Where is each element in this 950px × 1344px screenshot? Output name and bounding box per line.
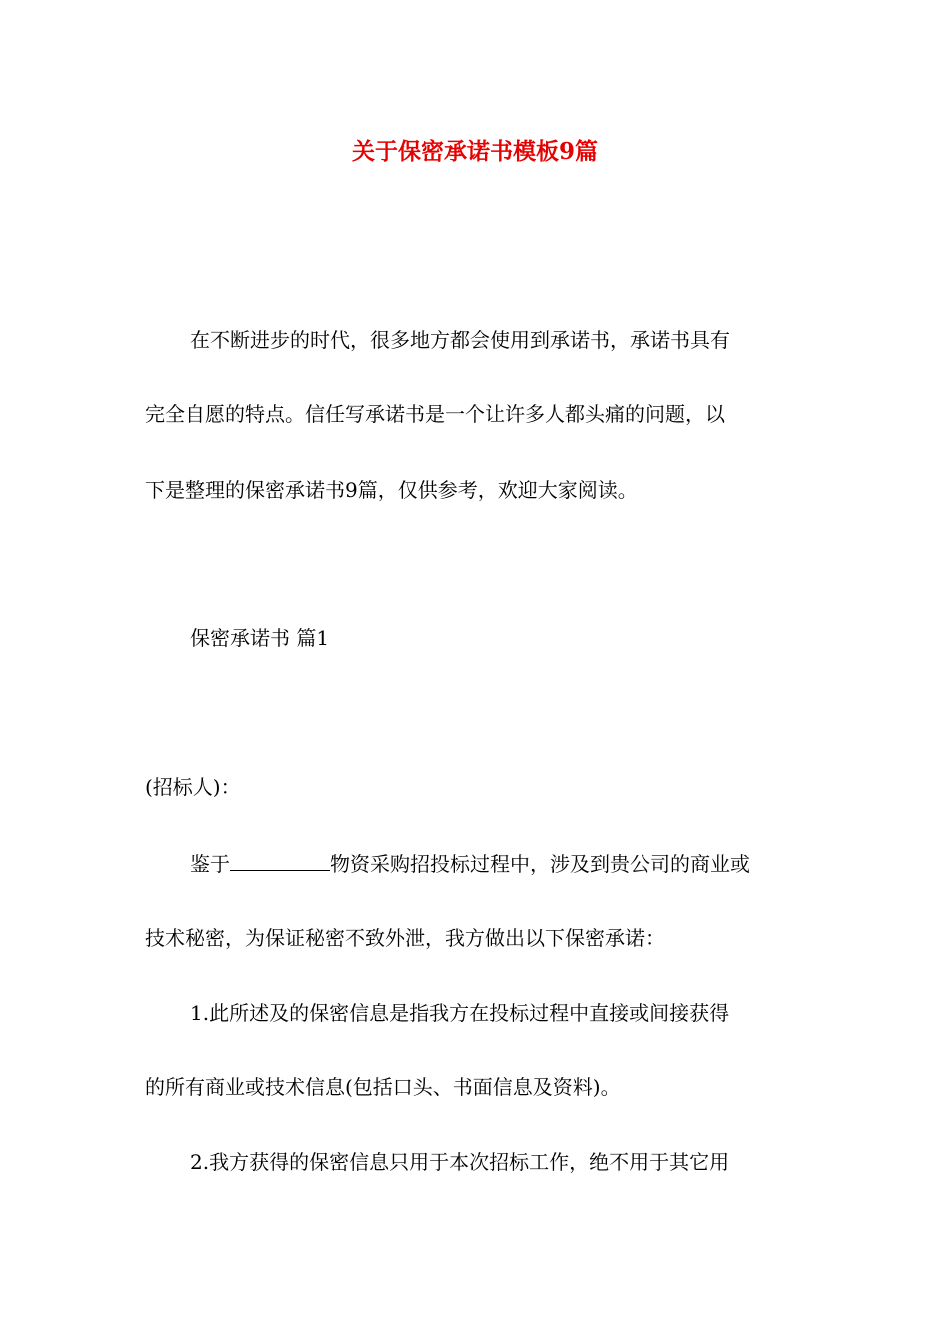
para1-line-1 [190,850,750,878]
item1-line-1: 1.此所述及的保密信息是指我方在投标过程中直接或间接获得 [190,1001,730,1025]
para1-line-2: 技术秘密，为保证秘密不致外泄，我方做出以下保密承诺： [145,926,665,950]
intro-line-1: 在不断进步的时代，很多地方都会使用到承诺书，承诺书具有 [190,328,730,352]
para1-prefix: 鉴于 [190,852,230,876]
item2-line-1: 2.我方获得的保密信息只用于本次招标工作，绝不用于其它用 [190,1150,730,1174]
fill-in-blank [230,852,330,871]
document-title: 关于保密承诺书模板9篇 [351,138,598,165]
addressee-line: (招标人)： [145,775,241,799]
para1-suffix: 物资采购招投标过程中，涉及到贵公司的商业或 [330,852,750,876]
intro-line-2: 完全自愿的特点。信任写承诺书是一个让许多人都头痛的问题，以 [145,402,725,426]
intro-line-3: 下是整理的保密承诺书9篇，仅供参考，欢迎大家阅读。 [145,478,638,502]
section-heading: 保密承诺书 篇1 [190,626,330,650]
item1-line-2: 的所有商业或技术信息(包括口头、书面信息及资料)。 [145,1075,621,1099]
